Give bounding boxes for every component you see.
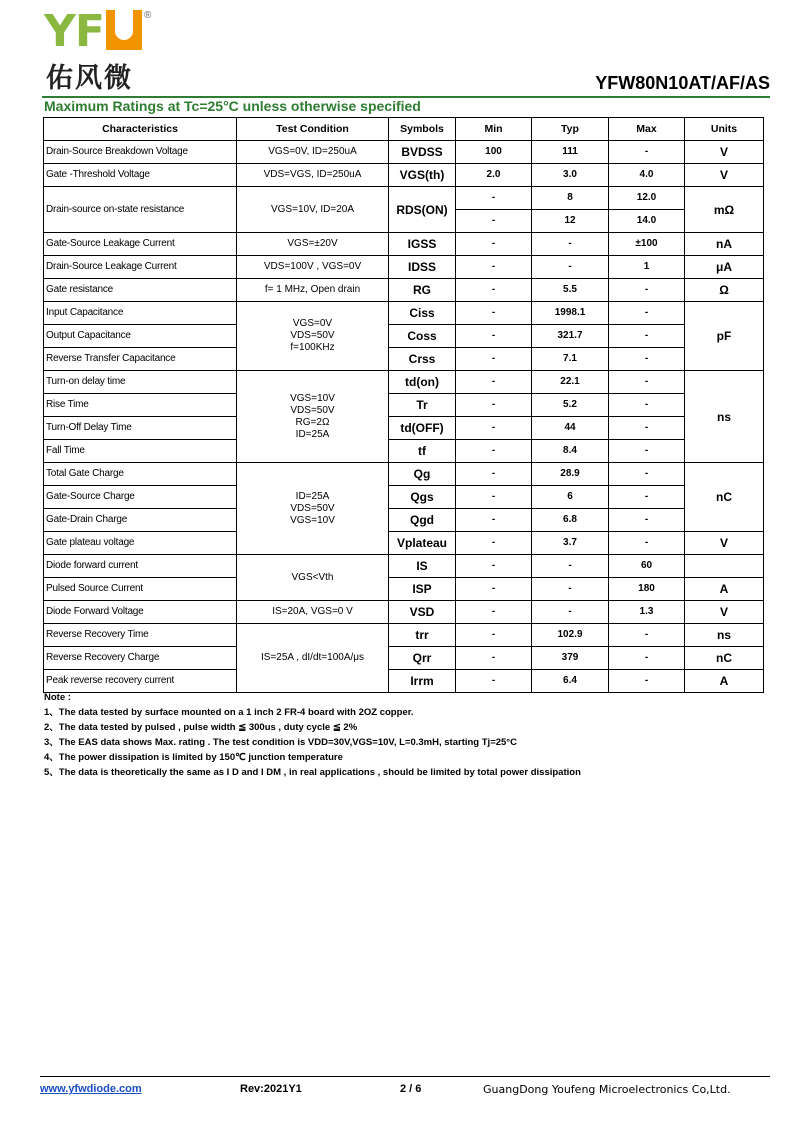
typ-cell: - [532,601,609,624]
table-row [44,348,764,371]
characteristic-cell: Output Capacitance [44,325,237,348]
min-cell: 100 [456,141,532,164]
max-cell: ±100 [609,233,685,256]
max-cell: - [609,532,685,555]
table-row [44,578,764,601]
max-cell: - [609,417,685,440]
typ-cell: 7.1 [532,348,609,371]
table-row [44,601,764,624]
characteristic-cell: Pulsed Source Current [44,578,237,601]
max-cell: - [609,486,685,509]
unit-cell: A [685,670,764,693]
min-cell: - [456,647,532,670]
company-name: GuangDong Youfeng Microelectronics Co,Ltd. [483,1083,731,1096]
min-cell: - [456,578,532,601]
typ-cell: - [532,256,609,279]
min-cell: - [456,187,532,210]
characteristic-cell: Diode forward current [44,555,237,578]
notes-title: Note : [44,692,71,703]
col-header: Symbols [389,118,456,141]
table-row [44,624,764,647]
max-cell: - [609,279,685,302]
notes [44,690,581,780]
company-logo [44,6,164,94]
min-cell: - [456,601,532,624]
max-cell: - [609,509,685,532]
symbol-cell: td(OFF) [389,417,456,440]
table-header-row [44,118,764,141]
condition-cell: f= 1 MHz, Open drain [237,279,389,302]
col-header: Characteristics [44,118,237,141]
condition-cell: VDS=VGS, ID=250uA [237,164,389,187]
unit-cell [685,555,764,578]
characteristic-cell: Gate-Source Charge [44,486,237,509]
characteristic-cell: Gate resistance [44,279,237,302]
characteristic-cell: Turn-on delay time [44,371,237,394]
col-header: Units [685,118,764,141]
symbol-cell: IS [389,555,456,578]
min-cell: - [456,302,532,325]
table-row [44,555,764,578]
table-row [44,394,764,417]
table-row [44,417,764,440]
condition-cell: VGS=10V VDS=50V RG=2Ω ID=25A [237,371,389,463]
max-cell: - [609,325,685,348]
symbol-cell: Qrr [389,647,456,670]
min-cell: - [456,233,532,256]
max-cell: 60 [609,555,685,578]
table-row [44,256,764,279]
table-row [44,187,764,210]
unit-cell: mΩ [685,187,764,233]
table-row [44,164,764,187]
symbol-cell: RDS(ON) [389,187,456,233]
characteristic-cell: Peak reverse recovery current [44,670,237,693]
max-cell: - [609,463,685,486]
min-cell: - [456,624,532,647]
max-cell: - [609,371,685,394]
min-cell: - [456,532,532,555]
symbol-cell: BVDSS [389,141,456,164]
typ-cell: 3.0 [532,164,609,187]
unit-cell: A [685,578,764,601]
symbol-cell: trr [389,624,456,647]
min-cell: - [456,463,532,486]
note-item: 5、The data is theoretically the same as I D and I DM , in real applications , should be limited by total power dissipation [44,767,581,778]
note-item: 1、The data tested by surface mounted on a 1 inch 2 FR-4 board with 2OZ copper. [44,707,414,718]
condition-cell: VGS<Vth [237,555,389,601]
characteristic-cell: Diode Forward Voltage [44,601,237,624]
condition-cell: ID=25A VDS=50V VGS=10V [237,463,389,555]
symbol-cell: Qgs [389,486,456,509]
min-cell: - [456,325,532,348]
typ-cell: 321.7 [532,325,609,348]
typ-cell: 44 [532,417,609,440]
typ-cell: 379 [532,647,609,670]
col-header: Typ [532,118,609,141]
unit-cell: nA [685,233,764,256]
typ-cell: 22.1 [532,371,609,394]
max-cell: 1 [609,256,685,279]
max-cell: - [609,302,685,325]
condition-cell: VGS=0V VDS=50V f=100KHz [237,302,389,371]
ratings-table [43,117,764,693]
typ-cell: - [532,578,609,601]
symbol-cell: Coss [389,325,456,348]
note-item: 4、The power dissipation is limited by 150℃ junction temperature [44,752,343,763]
typ-cell: 12 [532,210,609,233]
logo-mark: YF [44,10,142,54]
symbol-cell: Irrm [389,670,456,693]
typ-cell: 6.4 [532,670,609,693]
max-cell: - [609,394,685,417]
typ-cell: 6.8 [532,509,609,532]
min-cell: - [456,486,532,509]
min-cell: - [456,394,532,417]
min-cell: 2.0 [456,164,532,187]
typ-cell: 111 [532,141,609,164]
max-cell: - [609,141,685,164]
unit-cell: pF [685,302,764,371]
table-row [44,371,764,394]
table-row [44,440,764,463]
table-row [44,509,764,532]
note-item: 3、The EAS data shows Max. rating . The test condition is VDD=30V,VGS=10V, L=0.3mH, starting Tj=25°C [44,737,517,748]
condition-cell: VGS=±20V [237,233,389,256]
table-row [44,532,764,555]
characteristic-cell: Input Capacitance [44,302,237,325]
typ-cell: 1998.1 [532,302,609,325]
symbol-cell: RG [389,279,456,302]
max-cell: - [609,670,685,693]
symbol-cell: VSD [389,601,456,624]
typ-cell: 28.9 [532,463,609,486]
characteristic-cell: Drain-Source Leakage Current [44,256,237,279]
max-cell: - [609,348,685,371]
characteristic-cell: Turn-Off Delay Time [44,417,237,440]
symbol-cell: Tr [389,394,456,417]
section-title: Maximum Ratings at Tc=25°C unless otherwise specified [44,98,421,114]
min-cell: - [456,348,532,371]
unit-cell: V [685,601,764,624]
characteristic-cell: Reverse Recovery Time [44,624,237,647]
unit-cell: ns [685,371,764,463]
col-header: Max [609,118,685,141]
symbol-cell: Qg [389,463,456,486]
max-cell: - [609,647,685,670]
characteristic-cell: Gate plateau voltage [44,532,237,555]
characteristic-cell: Total Gate Charge [44,463,237,486]
symbol-cell: Qgd [389,509,456,532]
part-number: YFW80N10AT/AF/AS [595,73,770,93]
symbol-cell: tf [389,440,456,463]
max-cell: 14.0 [609,210,685,233]
characteristic-cell: Reverse Recovery Charge [44,647,237,670]
characteristic-cell: Rise Time [44,394,237,417]
typ-cell: 102.9 [532,624,609,647]
unit-cell: μA [685,256,764,279]
unit-cell: V [685,164,764,187]
min-cell: - [456,371,532,394]
max-cell: 12.0 [609,187,685,210]
condition-cell: VGS=10V, ID=20A [237,187,389,233]
symbol-cell: IGSS [389,233,456,256]
table-row [44,279,764,302]
footer-divider [40,1076,770,1077]
characteristic-cell: Drain-source on-state resistance [44,187,237,233]
unit-cell: nC [685,463,764,532]
unit-cell: Ω [685,279,764,302]
table-row [44,647,764,670]
max-cell: 180 [609,578,685,601]
typ-cell: 5.2 [532,394,609,417]
page-number: 2 / 6 [400,1083,422,1095]
col-header: Test Condition [237,118,389,141]
logo-chinese-name: 佑风微 [46,63,133,94]
characteristic-cell: Drain-Source Breakdown Voltage [44,141,237,164]
min-cell: - [456,256,532,279]
note-item: 2、The data tested by pulsed , pulse width ≦ 300us , duty cycle ≦ 2% [44,722,358,733]
characteristic-cell: Reverse Transfer Capacitance [44,348,237,371]
symbol-cell: Ciss [389,302,456,325]
col-header: Min [456,118,532,141]
symbol-cell: IDSS [389,256,456,279]
table-row [44,141,764,164]
typ-cell: 8 [532,187,609,210]
min-cell: - [456,440,532,463]
symbol-cell: VGS(th) [389,164,456,187]
registered-mark: ® [144,10,152,21]
min-cell: - [456,670,532,693]
characteristic-cell: Gate-Source Leakage Current [44,233,237,256]
min-cell: - [456,417,532,440]
table-row [44,325,764,348]
typ-cell: - [532,233,609,256]
symbol-cell: ISP [389,578,456,601]
condition-cell: VDS=100V , VGS=0V [237,256,389,279]
unit-cell: ns [685,624,764,647]
min-cell: - [456,279,532,302]
typ-cell: - [532,555,609,578]
unit-cell: V [685,532,764,555]
max-cell: - [609,440,685,463]
condition-cell: IS=20A, VGS=0 V [237,601,389,624]
table-row [44,233,764,256]
unit-cell: V [685,141,764,164]
unit-cell: nC [685,647,764,670]
max-cell: - [609,624,685,647]
typ-cell: 3.7 [532,532,609,555]
website-link[interactable]: www.yfwdiode.com [40,1083,142,1095]
table-row [44,463,764,486]
symbol-cell: Vplateau [389,532,456,555]
characteristic-cell: Gate -Threshold Voltage [44,164,237,187]
symbol-cell: Crss [389,348,456,371]
table-row [44,302,764,325]
symbol-cell: td(on) [389,371,456,394]
max-cell: 4.0 [609,164,685,187]
condition-cell: VGS=0V, ID=250uA [237,141,389,164]
min-cell: - [456,555,532,578]
characteristic-cell: Fall Time [44,440,237,463]
typ-cell: 6 [532,486,609,509]
typ-cell: 8.4 [532,440,609,463]
min-cell: - [456,210,532,233]
min-cell: - [456,509,532,532]
revision: Rev:2021Y1 [240,1083,302,1095]
max-cell: 1.3 [609,601,685,624]
table-row [44,486,764,509]
characteristic-cell: Gate-Drain Charge [44,509,237,532]
typ-cell: 5.5 [532,279,609,302]
condition-cell: IS=25A , dI/dt=100A/μs [237,624,389,693]
